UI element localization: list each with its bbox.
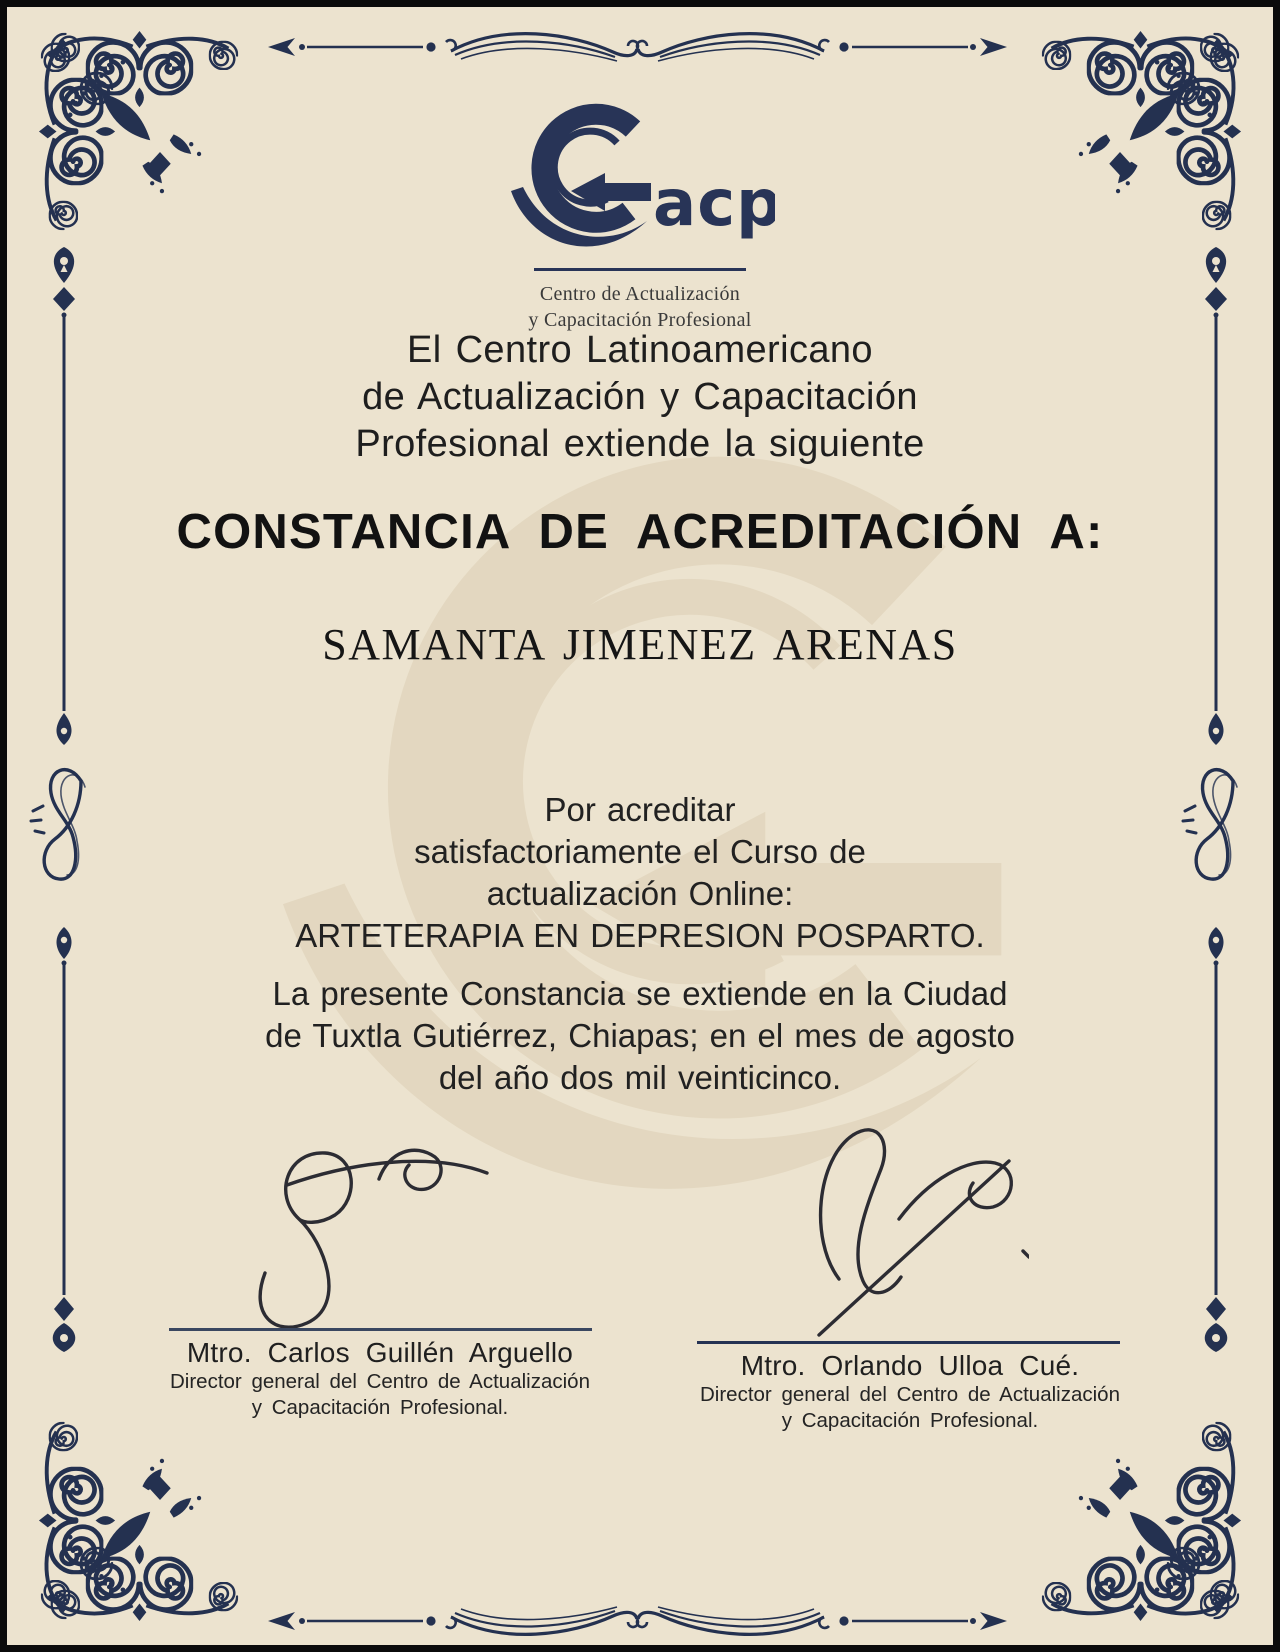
logo-underline xyxy=(534,268,746,271)
issue-line-2: de Tuxtla Gutiérrez, Chiapas; en el mes de agosto xyxy=(265,1017,1015,1054)
body-line-3: actualización Online: xyxy=(486,875,794,912)
certificate-title: CONSTANCIA DE ACREDITACIÓN A: xyxy=(176,505,1104,559)
logo-letters: acp xyxy=(653,167,775,241)
logo-caption-line2: y Capacitación Profesional xyxy=(528,309,752,331)
signatory-role-left-2: y Capacitación Profesional. xyxy=(251,1396,509,1419)
g-monogram-icon xyxy=(505,99,775,259)
signature-line-left xyxy=(169,1328,592,1331)
accreditation-text xyxy=(7,789,1273,957)
ornamental-divider-top-icon xyxy=(265,21,1010,73)
corner-flourish-bottom-left-icon xyxy=(37,1418,242,1623)
signatory-role-right-2: y Capacitación Profesional. xyxy=(781,1409,1039,1432)
recipient-name: SAMANTA JIMENEZ ARENAS xyxy=(322,620,958,669)
intro-line-1: El Centro Latinoamericano xyxy=(407,329,873,371)
signature-ink-right-icon xyxy=(779,1099,1029,1349)
ornamental-divider-bottom-icon xyxy=(265,1595,1010,1647)
issue-line-1: La presente Constancia se extiende en la Ciudad xyxy=(272,975,1008,1012)
signature-line-right xyxy=(697,1341,1120,1344)
issue-text xyxy=(7,973,1273,1099)
signatory-block-left xyxy=(147,1337,613,1421)
body-line-1: Por acreditar xyxy=(544,791,736,828)
signatory-name-right: Mtro. Orlando Ulloa Cué. xyxy=(740,1350,1080,1381)
signatory-role-right-1: Director general del Centro de Actualización xyxy=(700,1383,1120,1406)
signatory-block-right xyxy=(677,1350,1143,1434)
body-line-2: satisfactoriamente el Curso de xyxy=(414,833,866,870)
intro-text xyxy=(7,327,1273,468)
signatory-name-left: Mtro. Carlos Guillén Arguello xyxy=(186,1337,574,1368)
issue-line-3: del año dos mil veinticinco. xyxy=(438,1059,842,1096)
signatory-role-left-1: Director general del Centro de Actualización xyxy=(170,1370,590,1393)
corner-flourish-bottom-right-icon xyxy=(1038,1418,1243,1623)
signature-ink-left-icon xyxy=(229,1123,497,1338)
logo-caption-line1: Centro de Actualización xyxy=(539,283,741,305)
course-name: ARTETERAPIA EN DEPRESION POSPARTO. xyxy=(295,917,985,954)
intro-line-2: de Actualización y Capacitación xyxy=(362,376,918,418)
intro-line-3: Profesional extiende la siguiente xyxy=(355,423,925,465)
gacp-logo xyxy=(7,99,1273,333)
